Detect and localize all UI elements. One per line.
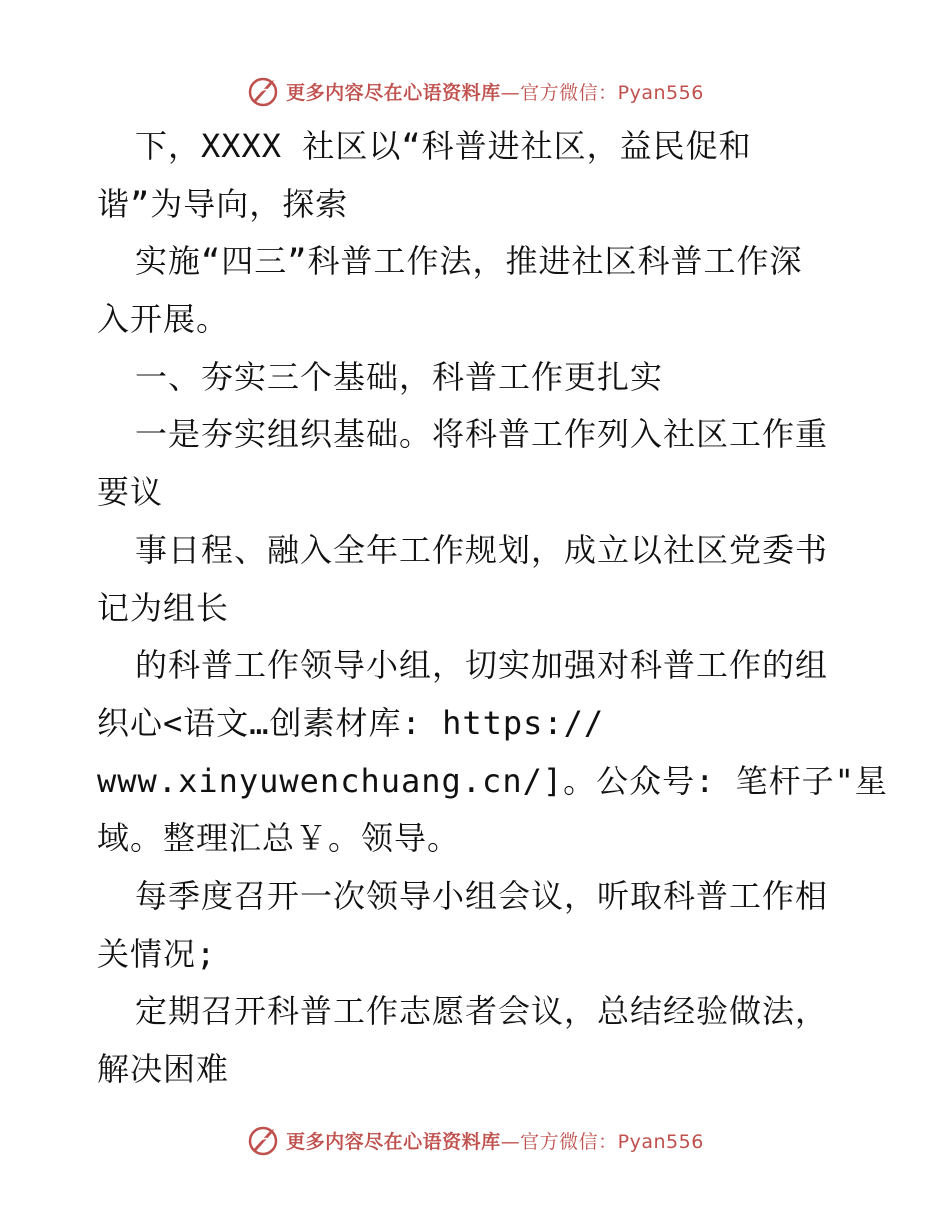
text-line: 入开展。: [97, 300, 230, 339]
watermark-separator: —: [500, 81, 521, 104]
text-line: 事日程、融入全年工作规划，成立以社区党委书: [135, 530, 829, 569]
text-line: 一是夯实组织基础。将科普工作列入社区工作重: [135, 415, 829, 454]
text-line: 每季度召开一次领导小组会议，听取科普工作相: [135, 876, 829, 915]
watermark-main-text: 更多内容尽在心语资料库: [286, 81, 501, 104]
watermark-main-text: 更多内容尽在心语资料库: [286, 1130, 501, 1153]
text-line: 关情况;: [97, 934, 217, 973]
document-body: [97, 118, 888, 1099]
watermark-separator: —: [500, 1130, 521, 1153]
footer-watermark: [0, 1120, 950, 1160]
watermark-wechat-text: 官方微信：Pyan556: [520, 81, 704, 104]
text-line: 解决困难: [97, 1050, 230, 1088]
watermark-wechat-text: 官方微信：Pyan556: [520, 1130, 704, 1153]
header-watermark: [0, 71, 950, 111]
quill-pen-logo-icon: [246, 1123, 280, 1157]
text-line: 要议: [97, 473, 164, 512]
text-line: www.xinyuwenchuang.cn/]。公众号: 笔杆子"星: [97, 761, 888, 800]
text-line: 谐”为导向，探索: [97, 184, 349, 223]
text-line: 的科普工作领导小组，切实加强对科普工作的组: [135, 646, 829, 685]
text-line: 定期召开科普工作志愿者会议，总结经验做法，: [135, 992, 829, 1031]
text-line: 实施“四三”科普工作法，推进社区科普工作深: [135, 242, 803, 281]
text-line: 下，XXXX 社区以“科普进社区，益民促和: [135, 127, 752, 165]
text-line: 织心<语文…创素材库: https://: [97, 703, 605, 742]
text-line: 域。整理汇总￥。领导。: [97, 819, 461, 858]
text-line: 一、夯实三个基础，科普工作更扎实: [135, 357, 664, 396]
quill-pen-logo-icon: [246, 74, 280, 108]
text-line: 记为组长: [97, 588, 230, 627]
